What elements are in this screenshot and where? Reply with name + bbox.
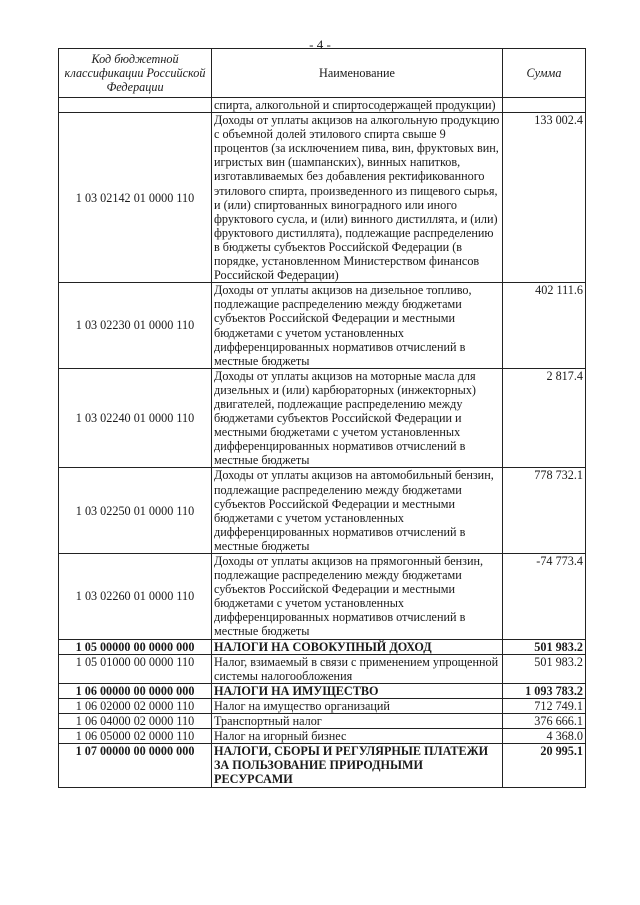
row-sum: 1 093 783.2 xyxy=(503,683,586,698)
row-code: 1 06 05000 02 0000 110 xyxy=(59,729,212,744)
table-row xyxy=(59,283,586,369)
row-name: Налог, взимаемый в связи с применением упрощенной системы налогообложения xyxy=(212,654,503,683)
row-sum: 712 749.1 xyxy=(503,698,586,713)
budget-revenue-table xyxy=(58,48,586,788)
row-name: НАЛОГИ НА СОВОКУПНЫЙ ДОХОД xyxy=(212,639,503,654)
table-row xyxy=(59,554,586,640)
table-row xyxy=(59,639,586,654)
row-code: 1 07 00000 00 0000 000 xyxy=(59,744,212,787)
table-row xyxy=(59,744,586,787)
row-name: Доходы от уплаты акцизов на моторные масла для дизельных и (или) карбюраторных (инжекторных) двигателей, подлежащие распределению между бюджетами субъектов Российской Федерации и местными бюджетами с учетом установленных дифференцированных нормативов отчислений в местные бюджеты xyxy=(212,368,503,468)
row-name: НАЛОГИ НА ИМУЩЕСТВО xyxy=(212,683,503,698)
row-sum xyxy=(503,98,586,113)
row-sum: 501 983.2 xyxy=(503,654,586,683)
row-code: 1 03 02142 01 0000 110 xyxy=(59,113,212,283)
row-name: Налог на игорный бизнес xyxy=(212,729,503,744)
table-row xyxy=(59,98,586,113)
table-row xyxy=(59,368,586,468)
row-code: 1 06 00000 00 0000 000 xyxy=(59,683,212,698)
row-name: Транспортный налог xyxy=(212,714,503,729)
table-row xyxy=(59,468,586,554)
row-sum: 2 817.4 xyxy=(503,368,586,468)
row-name: спирта, алкогольной и спиртосодержащей продукции) xyxy=(212,98,503,113)
row-name: Доходы от уплаты акцизов на алкогольную продукцию с объемной долей этилового спирта свыше 9 процентов (за исключением пива, вин, фруктовых вин, игристых вин (шампанских), винных напитков, изготавливаемых без добавления ректификованного этилового спирта, произведенного из пищевого сырья, и (или) спиртованных виноградного или иного фруктового сусла, и (или) винного дистиллята, и (или) фруктового дистиллята), подлежащие распределению в бюджеты субъектов Российской Федерации (в порядке, установленном Министерством финансов Российской Федерации) xyxy=(212,113,503,283)
row-sum: 402 111.6 xyxy=(503,283,586,369)
row-code: 1 05 01000 00 0000 110 xyxy=(59,654,212,683)
row-code xyxy=(59,98,212,113)
header-name: Наименование xyxy=(212,49,503,98)
row-code: 1 03 02230 01 0000 110 xyxy=(59,283,212,369)
table-row xyxy=(59,683,586,698)
row-sum: 501 983.2 xyxy=(503,639,586,654)
page-number: - 4 - xyxy=(309,37,331,52)
row-name: Доходы от уплаты акцизов на прямогонный бензин, подлежащие распределению между бюджетами субъектов Российской Федерации и местными бюджетами с учетом установленных дифференцированных нормативов отчислений в местные бюджеты xyxy=(212,554,503,640)
row-sum: 133 002.4 xyxy=(503,113,586,283)
header-code: Код бюджетной классификации Российской Федерации xyxy=(59,49,212,98)
row-code: 1 03 02250 01 0000 110 xyxy=(59,468,212,554)
row-sum: -74 773.4 xyxy=(503,554,586,640)
row-code: 1 05 00000 00 0000 000 xyxy=(59,639,212,654)
header-sum: Сумма xyxy=(503,49,586,98)
table-row xyxy=(59,714,586,729)
row-code: 1 03 02260 01 0000 110 xyxy=(59,554,212,640)
row-name: Доходы от уплаты акцизов на автомобильный бензин, подлежащие распределению между бюджетами субъектов Российской Федерации и местными бюджетами с учетом установленных дифференцированных нормативов отчислений в местные бюджеты xyxy=(212,468,503,554)
row-name: Налог на имущество организаций xyxy=(212,698,503,713)
table-row xyxy=(59,729,586,744)
row-name: НАЛОГИ, СБОРЫ И РЕГУЛЯРНЫЕ ПЛАТЕЖИ ЗА ПОЛЬЗОВАНИЕ ПРИРОДНЫМИ РЕСУРСАМИ xyxy=(212,744,503,787)
row-sum: 376 666.1 xyxy=(503,714,586,729)
table-row xyxy=(59,654,586,683)
row-sum: 778 732.1 xyxy=(503,468,586,554)
table-body xyxy=(59,98,586,788)
table-row xyxy=(59,698,586,713)
row-sum: 20 995.1 xyxy=(503,744,586,787)
row-name: Доходы от уплаты акцизов на дизельное топливо, подлежащие распределению между бюджетами субъектов Российской Федерации и местными бюджетами с учетом установленных дифференцированных нормативов отчислений в местные бюджеты xyxy=(212,283,503,369)
table-row xyxy=(59,113,586,283)
row-code: 1 06 04000 02 0000 110 xyxy=(59,714,212,729)
table-header-row xyxy=(59,49,586,98)
row-sum: 4 368.0 xyxy=(503,729,586,744)
row-code: 1 06 02000 02 0000 110 xyxy=(59,698,212,713)
row-code: 1 03 02240 01 0000 110 xyxy=(59,368,212,468)
